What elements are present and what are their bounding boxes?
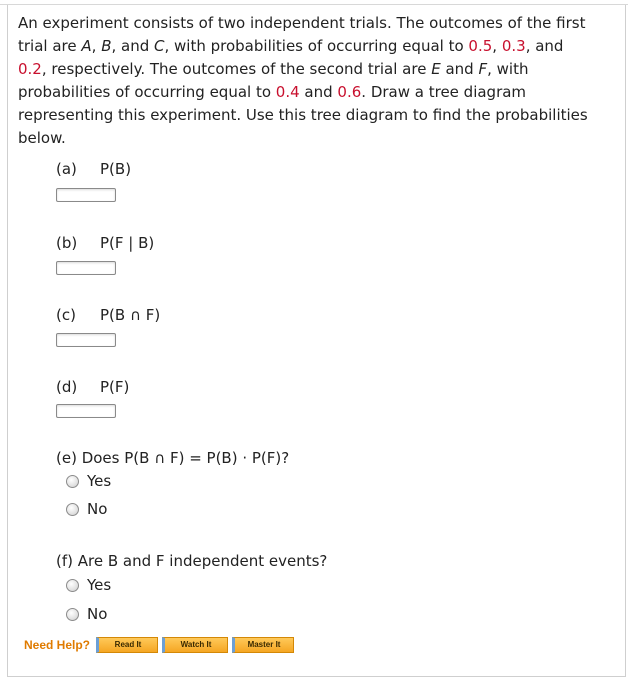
radio-button-icon[interactable] (66, 475, 79, 488)
part-f-option-yes[interactable]: Yes (66, 575, 111, 595)
need-help-label: Need Help? (24, 638, 91, 652)
read-it-button[interactable]: Read It (96, 637, 158, 653)
part-b-answer-input[interactable] (56, 261, 116, 275)
value-p-b: 0.3 (501, 37, 526, 55)
value-p-c: 0.2 (18, 60, 42, 78)
value-p-e: 0.4 (275, 83, 300, 101)
part-a-answer-input[interactable] (56, 188, 116, 202)
value-p-a: 0.5 (468, 37, 493, 55)
part-c-label: (c) P(B ∩ F) (56, 306, 161, 324)
radio-button-icon[interactable] (66, 579, 79, 592)
part-e-question: (e) Does P(B ∩ F) = P(B) · P(F)? (56, 449, 290, 467)
watch-it-button[interactable]: Watch It (162, 637, 228, 653)
radio-button-icon[interactable] (66, 503, 79, 516)
part-e-option-no[interactable]: No (66, 499, 107, 519)
part-c-answer-input[interactable] (56, 333, 116, 347)
problem-statement: An experiment consists of two independent trials. The outcomes of the first trial are A, B, and C, with probabilities of occurring equal to 0.5, 0.3, and 0.2, respectively. The outcomes of the second trial are E and F, with probabilities of occurring equal to 0.4 and 0.6. Draw a tree diagram representing this experiment. Use this tree diagram to find the probabilities below. (18, 14, 588, 147)
radio-button-icon[interactable] (66, 608, 79, 621)
value-p-f: 0.6 (337, 83, 362, 101)
part-e-option-yes[interactable]: Yes (66, 471, 111, 491)
part-a-label: (a) P(B) (56, 160, 132, 178)
part-d-answer-input[interactable] (56, 404, 116, 418)
part-b-label: (b) P(F | B) (56, 234, 155, 252)
master-it-button[interactable]: Master It (232, 637, 294, 653)
help-bar (24, 637, 298, 653)
part-f-question: (f) Are B and F independent events? (56, 552, 328, 570)
part-f-option-no[interactable]: No (66, 604, 107, 624)
part-d-label: (d) P(F) (56, 378, 130, 396)
